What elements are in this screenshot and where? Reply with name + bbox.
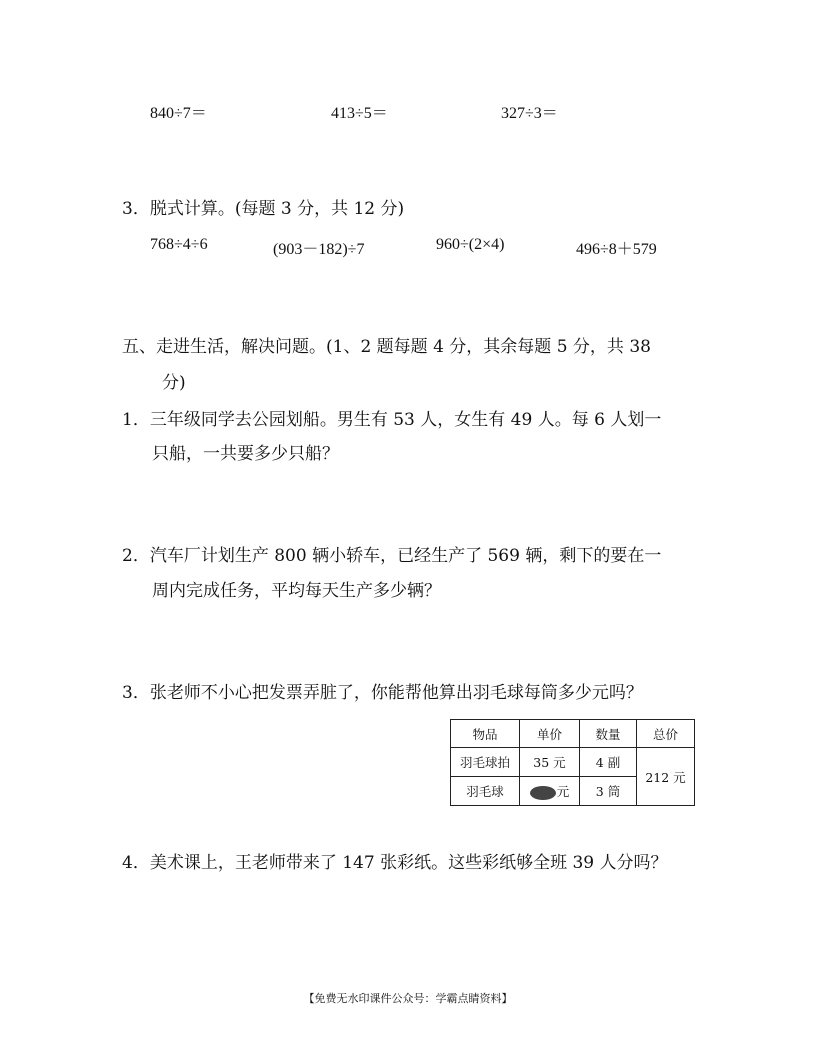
invoice-header-price: 单价 [520, 720, 580, 748]
step-calc-4: 496÷8＋579 [576, 241, 657, 258]
invoice-row1-item: 羽毛球拍 [451, 748, 520, 777]
invoice-row1-price: 35 元 [520, 748, 580, 777]
invoice-total: 212 元 [637, 748, 695, 806]
section-5-title-line2: 分) [162, 373, 186, 393]
division-problem-1: 840÷7＝ [150, 105, 207, 122]
invoice-table [450, 719, 695, 806]
invoice-header-total: 总价 [637, 720, 695, 748]
question-2-line1: 2．汽车厂计划生产 800 辆小轿车，已经生产了 569 辆，剩下的要在一 [122, 546, 662, 566]
question-2-line2: 周内完成任务，平均每天生产多少辆？ [152, 581, 441, 601]
invoice-header-item: 物品 [451, 720, 520, 748]
question-4-line1: 4．美术课上，王老师带来了 147 张彩纸。这些彩纸够全班 39 人分吗？ [122, 853, 668, 873]
section-5-title-line1: 五、走进生活，解决问题。(1、2 题每题 4 分，其余每题 5 分，共 38 [122, 337, 651, 357]
step-calc-1: 768÷4÷6 [150, 236, 208, 253]
question-1-line1: 1．三年级同学去公园划船。男生有 53 人，女生有 49 人。每 6 人划一 [122, 410, 662, 430]
ink-stain-icon [530, 786, 556, 800]
step-calc-3: 960÷(2×4) [436, 236, 505, 253]
question-3-line1: 3．张老师不小心把发票弄脏了，你能帮他算出羽毛球每筒多少元吗？ [122, 683, 643, 703]
footer-note: 【免费无水印课件公众号：学霸点睛资料】 [303, 992, 513, 1005]
invoice-row2-qty: 3 筒 [580, 777, 637, 806]
section-3-title: 3．脱式计算。(每题 3 分，共 12 分) [122, 199, 405, 219]
question-1-line2: 只船，一共要多少只船？ [152, 444, 339, 464]
division-problem-2: 413÷5＝ [331, 105, 388, 122]
invoice-row2-price-unit: 元 [556, 784, 570, 799]
invoice-row1-qty: 4 副 [580, 748, 637, 777]
invoice-row2-price [520, 777, 580, 806]
step-calc-2: (903－182)÷7 [273, 241, 365, 258]
invoice-header-qty: 数量 [580, 720, 637, 748]
division-problem-3: 327÷3＝ [501, 105, 558, 122]
invoice-row2-item: 羽毛球 [451, 777, 520, 806]
